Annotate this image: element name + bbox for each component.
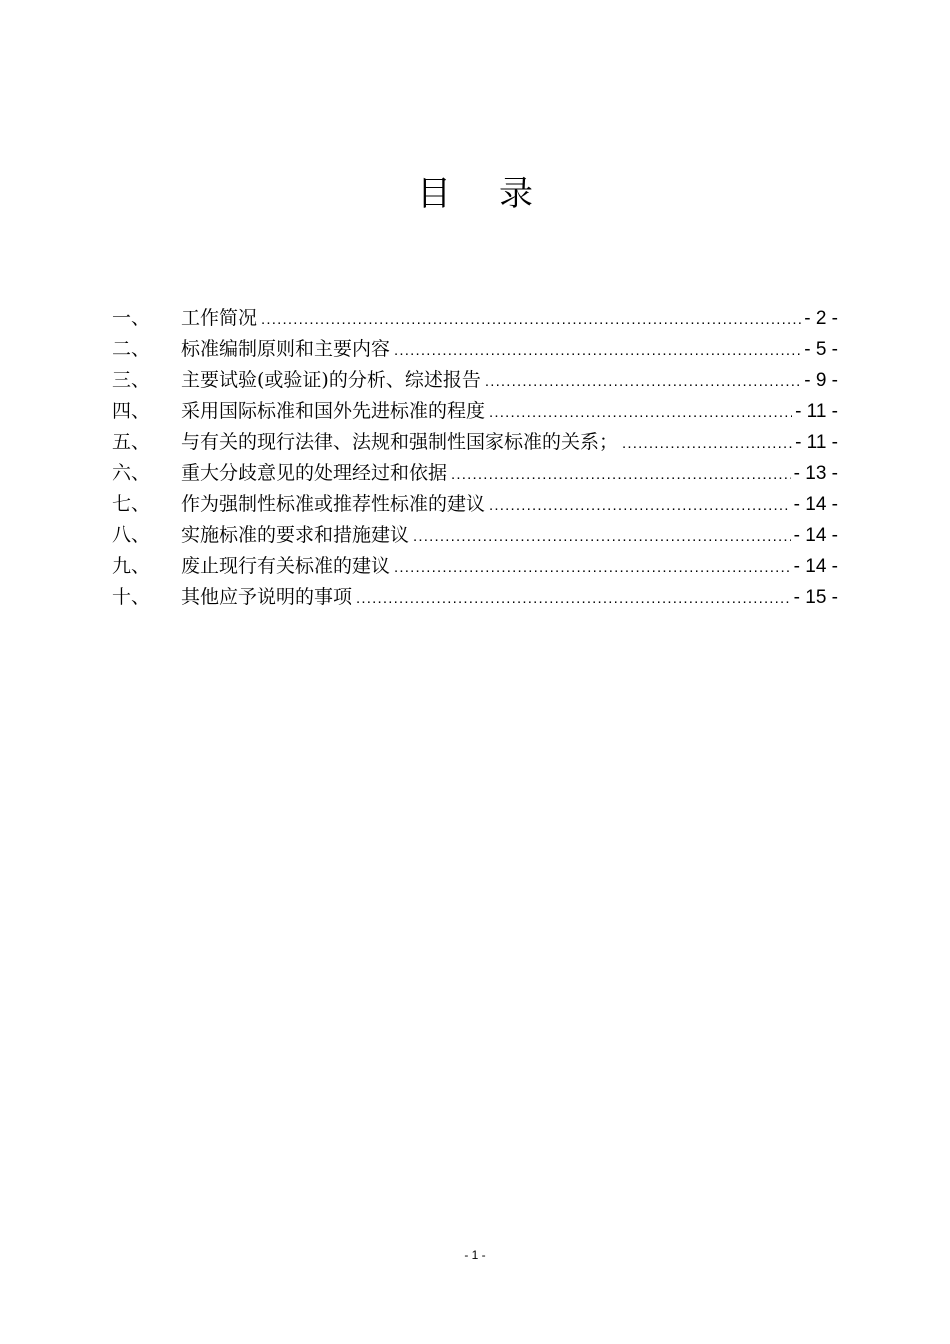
- toc-entry-page: - 5 -: [804, 339, 838, 360]
- dot-leader: [261, 304, 801, 335]
- toc-entry-number: 四、: [112, 400, 151, 422]
- toc-entry-page: - 9 -: [804, 370, 838, 391]
- toc-entry-page: - 15 -: [793, 587, 838, 608]
- toc-entry-number: 十、: [112, 586, 151, 608]
- dot-leader: [413, 521, 791, 552]
- toc-entry-5[interactable]: [112, 427, 838, 458]
- dot-leader: [622, 428, 792, 459]
- toc-entry-number: 九、: [112, 555, 151, 577]
- title-char-1: 目: [417, 174, 451, 214]
- page-number-footer: - 1 -: [464, 1248, 486, 1262]
- dot-leader: [394, 552, 791, 583]
- toc-entry-4[interactable]: [112, 396, 838, 427]
- toc-entry-page: - 11 -: [795, 401, 838, 422]
- toc-entry-title: 主要试验(或验证)的分析、综述报告: [181, 369, 481, 391]
- dot-leader: [451, 459, 791, 490]
- toc-entry-page: - 14 -: [793, 556, 838, 577]
- dot-leader: [489, 397, 792, 428]
- toc-entry-title: 与有关的现行法律、法规和强制性国家标准的关系；: [181, 431, 619, 453]
- toc-entry-9[interactable]: [112, 551, 838, 582]
- toc-entry-number: 三、: [112, 369, 151, 391]
- toc-entry-number: 五、: [112, 431, 151, 453]
- toc-entry-page: - 13 -: [793, 463, 838, 484]
- toc-entry-page: - 2 -: [804, 308, 838, 329]
- toc-entry-title: 重大分歧意见的处理经过和依据: [181, 462, 448, 484]
- toc-entry-number: 一、: [112, 307, 151, 329]
- toc-entry-number: 七、: [112, 493, 151, 515]
- toc-entry-number: 六、: [112, 462, 151, 484]
- dot-leader: [485, 366, 801, 397]
- title-char-2: 录: [499, 174, 533, 214]
- page-title: [0, 170, 950, 218]
- toc-entry-7[interactable]: [112, 489, 838, 520]
- toc-entry-number: 二、: [112, 338, 151, 360]
- toc-entry-title: 工作简况: [181, 307, 258, 329]
- toc-entry-1[interactable]: [112, 303, 838, 334]
- toc-entry-title: 采用国际标准和国外先进标准的程度: [181, 400, 486, 422]
- toc-entry-title: 作为强制性标准或推荐性标准的建议: [181, 493, 486, 515]
- toc-entry-title: 废止现行有关标准的建议: [181, 555, 391, 577]
- toc-entry-6[interactable]: [112, 458, 838, 489]
- toc-entry-8[interactable]: [112, 520, 838, 551]
- toc-entry-3[interactable]: [112, 365, 838, 396]
- dot-leader: [394, 335, 801, 366]
- toc-entry-2[interactable]: [112, 334, 838, 365]
- table-of-contents: [112, 303, 838, 613]
- toc-entry-page: - 11 -: [795, 432, 838, 453]
- toc-entry-10[interactable]: [112, 582, 838, 613]
- toc-entry-page: - 14 -: [793, 525, 838, 546]
- toc-entry-title: 实施标准的要求和措施建议: [181, 524, 410, 546]
- dot-leader: [489, 490, 791, 521]
- dot-leader: [356, 583, 791, 614]
- toc-entry-title: 标准编制原则和主要内容: [181, 338, 391, 360]
- toc-entry-title: 其他应予说明的事项: [181, 586, 353, 608]
- toc-entry-page: - 14 -: [793, 494, 838, 515]
- toc-entry-number: 八、: [112, 524, 151, 546]
